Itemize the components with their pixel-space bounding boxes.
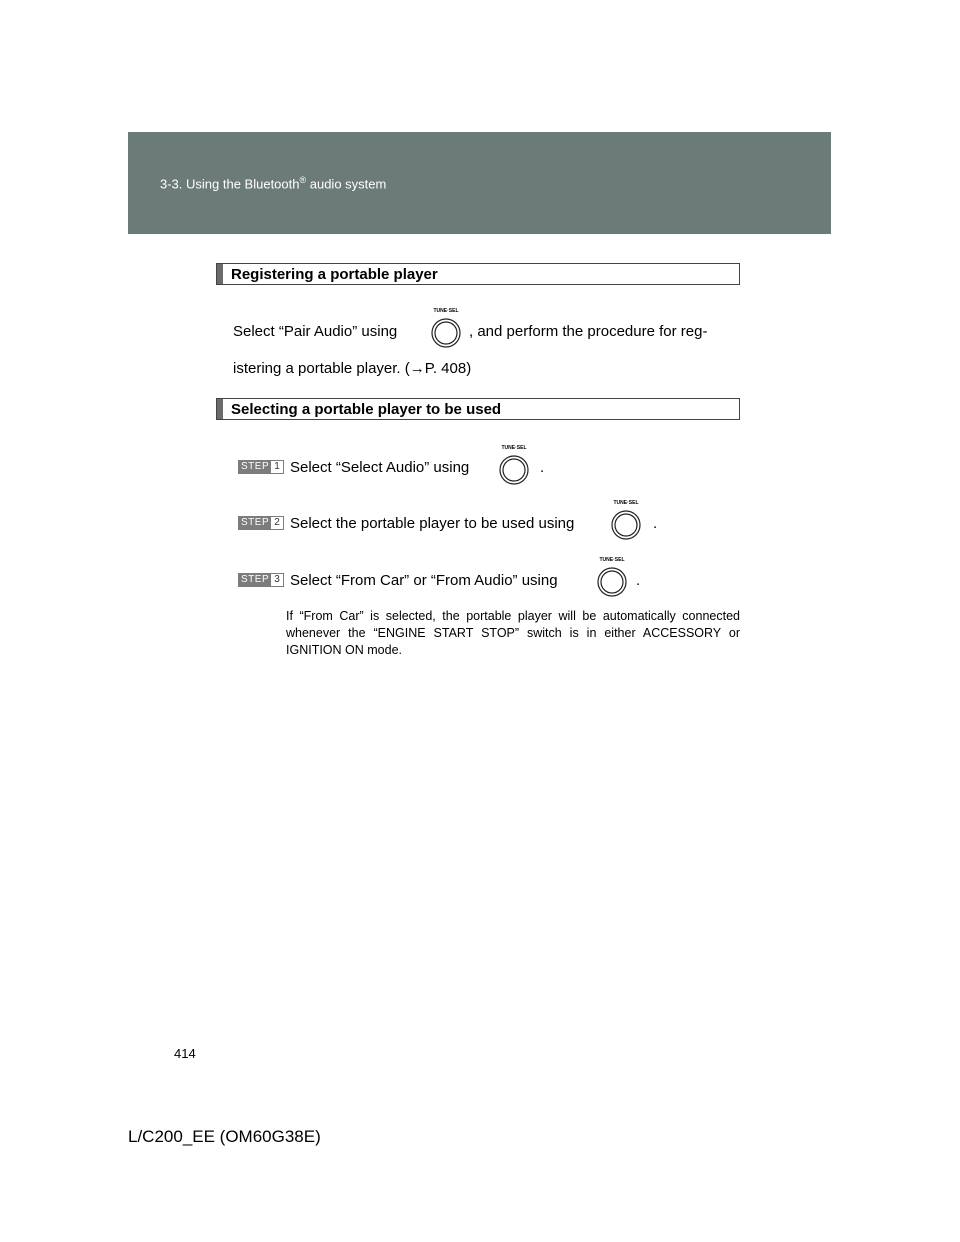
section-heading-selecting bbox=[216, 398, 740, 420]
step-badge-2: STEP 2 bbox=[238, 516, 284, 530]
tune-sel-knob-icon bbox=[498, 443, 530, 487]
svg-text:TUNE·SEL: TUNE·SEL bbox=[599, 557, 625, 563]
step-2-text: Select the portable player to be used using bbox=[290, 515, 575, 532]
pair-audio-text-end: , and perform the procedure for reg- bbox=[469, 323, 708, 340]
step-2-end: . bbox=[653, 515, 658, 532]
tune-sel-knob-icon bbox=[596, 555, 628, 599]
section-heading-text: Selecting a portable player to be used bbox=[231, 401, 502, 418]
pair-audio-text: Select “Pair Audio” using bbox=[233, 323, 398, 340]
step-1-end: . bbox=[540, 459, 545, 476]
footer-code: L/C200_EE (OM60G38E) bbox=[128, 1127, 321, 1146]
tune-sel-knob-icon bbox=[430, 306, 462, 350]
chapter-title: 3-3. Using the Bluetooth® audio system bbox=[160, 175, 387, 192]
svg-text:TUNE·SEL: TUNE·SEL bbox=[613, 500, 639, 506]
svg-text:TUNE·SEL: TUNE·SEL bbox=[501, 445, 527, 451]
section-heading-text: Registering a portable player bbox=[231, 266, 438, 283]
step-1-text: Select “Select Audio” using bbox=[290, 459, 470, 476]
step-badge-3: STEP 3 bbox=[238, 573, 284, 587]
step-badge-1: STEP 1 bbox=[238, 460, 284, 474]
tune-sel-knob-icon bbox=[610, 498, 642, 542]
heading-bar bbox=[217, 399, 223, 419]
svg-text:TUNE·SEL: TUNE·SEL bbox=[433, 308, 459, 314]
page-number: 414 bbox=[174, 1046, 196, 1061]
heading-bar bbox=[217, 264, 223, 284]
step-3-end: . bbox=[636, 572, 641, 589]
note-text: If “From Car” is selected, the portable player will be automatically connected whenever the “ENGINE START STOP” switch is in either ACCESSORY or IGNITION ON mode. bbox=[286, 609, 740, 657]
section-heading-registering bbox=[216, 263, 740, 285]
registering-text: istering a portable player. (→P. 408) bbox=[233, 360, 472, 377]
step-3-text: Select “From Car” or “From Audio” using bbox=[290, 572, 558, 589]
